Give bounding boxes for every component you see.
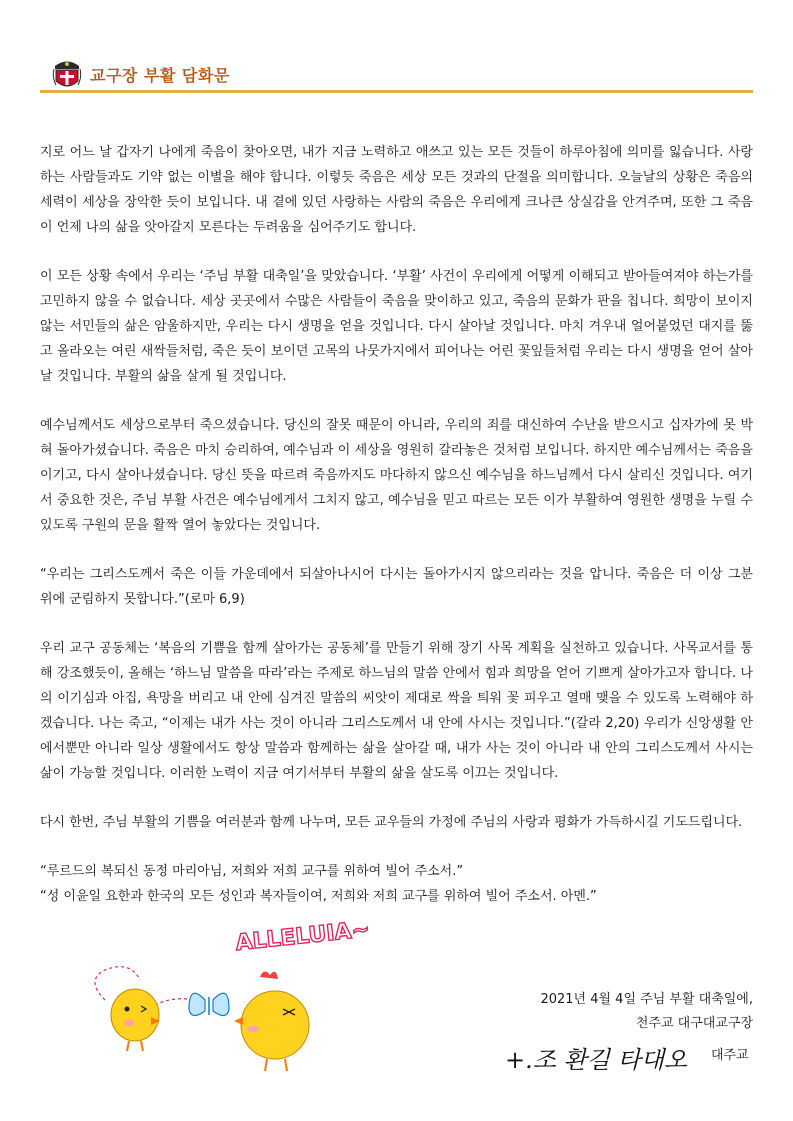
signature-block (540, 988, 753, 1036)
prayer-line: “성 이윤일 요한과 한국의 모든 성인과 복자들이여, 저희와 저희 교구를 위하여 빌어 주소서. 아멘.” (40, 889, 597, 904)
signature-text: +.조 환길 타대오 (505, 1046, 688, 1074)
date-line: 2021년 4월 4일 주님 부활 대축일에, (540, 992, 753, 1007)
paragraph: 다시 한번, 주님 부활의 기쁨을 여러분과 함께 나누며, 모든 교우들의 가정에 주님의 사랑과 평화가 가득하시길 기도드립니다. (40, 815, 743, 830)
header-title: 교구장 부활 담화문 (90, 66, 230, 85)
handwritten-signature (505, 1038, 705, 1078)
alleluia-chicks-illustration (85, 905, 415, 1080)
prayer-line: “루르드의 복되신 동정 마리아님, 저희와 저희 교구를 위하여 빌어 주소서.” (40, 864, 464, 879)
paragraph: 우리 교구 공동체는 ‘복음의 기쁨을 함께 살아가는 공동체’를 만들기 위해 장기 사목 계획을 실천하고 있습니다. 사목교서를 통해 강조했듯이, 올해는 ‘하느님 말씀을 따라’라는 주제로 하느님의 말씀 안에서 힘과 희망을 얻어 기쁘게 살아가고자 합니다. 나의 이기심과 아집, 욕망을 버리고 내 안에 심겨진 말씀의 씨앗이 제대로 싹을 틔워 꽃 피우고 열매 맺을 수 있도록 노력해야 하겠습니다. 나는 죽고, “이제는 내가 사는 것이 아니라 그리스도께서 내 안에 사시는 것입니다.”(갈라 2,20) 우리가 신앙생활 안에서뿐만 아니라 일상 생활에서도 항상 말씀과 함께하는 삶을 살아갈 때, 내가 사는 것이 아니라 내 안의 그리스도께서 사시는 삶이 가능할 것입니다. 이러한 노력이 지금 여기서부터 부활의 삶을 살도록 이끄는 것입니다. (40, 641, 753, 781)
diocese-crest-icon (52, 57, 82, 91)
paragraph: 예수님께서도 세상으로부터 죽으셨습니다. 당신의 잘못 때문이 아니라, 우리의 죄를 대신하여 수난을 받으시고 십자가에 못 박혀 돌아가셨습니다. 죽음은 마치 승리하여, 예수님과 이 세상을 영원히 갈라놓은 것처럼 보입니다. 하지만 예수님께서는 죽음을 이기고, 다시 살아나셨습니다. 당신 뜻을 따르려 죽음까지도 마다하지 않으신 예수님을 하느님께서 다시 살리신 것입니다. 여기서 중요한 것은, 주님 부활 사건은 예수님에게서 그치지 않고, 예수님을 믿고 따르는 모든 이가 부활하여 영원한 생명을 누릴 수 있도록 구원의 문을 활짝 열어 놓았다는 것입니다. (40, 418, 753, 533)
letter-body (40, 140, 753, 909)
scripture-quote: “우리는 그리스도께서 죽은 이들 가운데에서 되살아나시어 다시는 돌아가시지 않으리라는 것을 압니다. 죽음은 더 이상 그분 위에 군림하지 못합니다.”(로마 6,9) (40, 567, 753, 607)
alleluia-text: ALLELUIA~ (234, 917, 372, 957)
chick-right-icon (234, 971, 309, 1071)
chick-left-icon (111, 989, 160, 1051)
paragraph: 이 모든 상황 속에서 우리는 ‘주님 부활 대축일’을 맞았습니다. ‘부활’ 사건이 우리에게 어떻게 이해되고 받아들여져야 하는가를 고민하지 않을 수 없습니다. 세상 곳곳에서 수많은 사람들이 죽음을 맞이하고 있고, 죽음의 문화가 판을 칩니다. 희망이 보이지 않는 서민들의 삶은 암울하지만, 우리는 다시 생명을 얻을 것입니다. 다시 살아날 것입니다. 마치 겨우내 얼어붙었던 대지를 뚫고 올라오는 여린 새싹들처럼, 죽은 듯이 보이던 고목의 나뭇가지에서 피어나는 어린 꽃잎들처럼 우리는 다시 생명을 얻어 살아날 것입니다. 부활의 삶을 살게 될 것입니다. (40, 269, 753, 384)
signer-title: 대주교 (711, 1048, 749, 1063)
butterfly-icon (189, 993, 229, 1015)
header-rule (40, 90, 753, 93)
paragraph: 지로 어느 날 갑자기 나에게 죽음이 찾아오면, 내가 지금 노력하고 애쓰고 있는 모든 것들이 하루아침에 의미를 잃습니다. 사랑하는 사람들과도 기약 없는 이별을 해야 합니다. 이렇듯 죽음은 세상 모든 것과의 단절을 의미합니다. 오늘날의 상황은 죽음의 세력이 세상을 장악한 듯이 보입니다. 내 곁에 있던 사랑하는 사람의 죽음은 우리에게 크나큰 상실감을 안겨주며, 또한 그 죽음이 언제 나의 삶을 앗아갈지 모른다는 두려움을 심어주기도 합니다. (40, 145, 753, 235)
page-header (40, 55, 753, 93)
org-line: 천주교 대구대교구장 (635, 1016, 753, 1031)
